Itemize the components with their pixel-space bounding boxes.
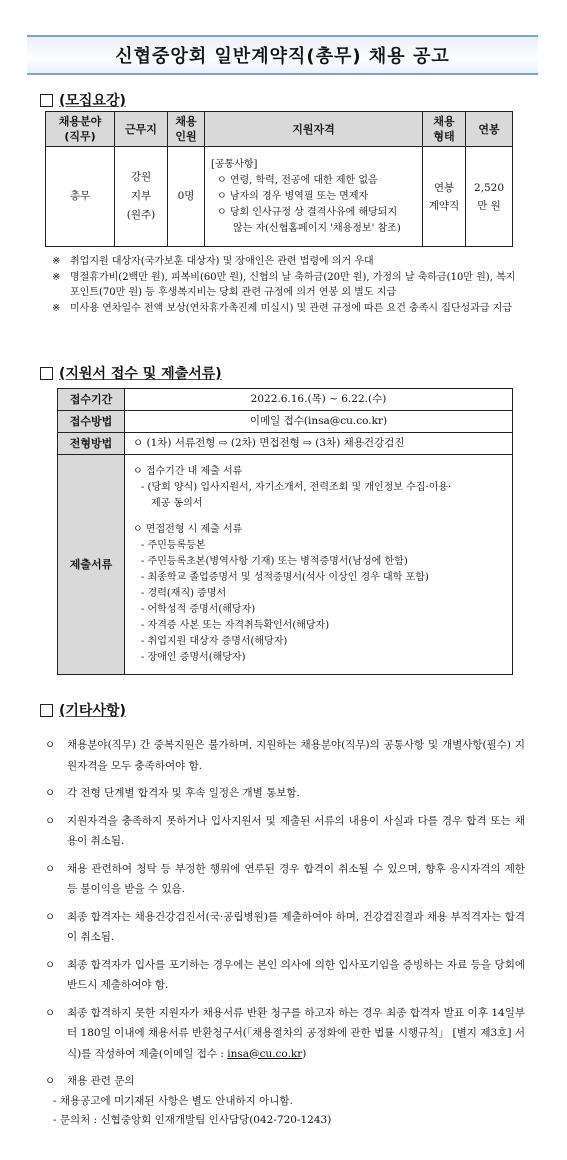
etc-item: ㅇ 최종 합격자는 채용건강검진서(국·공립병원)를 제출하여야 하며, 건강검진결과 채용 부적격자는 합격이 취소됨.	[45, 910, 525, 943]
docs-b-line: - 경력(재직) 증명서	[141, 587, 227, 599]
notes-list	[52, 254, 522, 317]
note-item: ※ 취업지원 대상자(국가보훈 대상자) 및 장애인은 관련 법령에 의거 우대	[52, 256, 374, 267]
checkbox-icon	[40, 367, 53, 380]
docs-a-line: - (당회 양식) 입사지원서, 자기소개서, 전력조회 및 개인정보 수집·이용·	[141, 481, 452, 493]
period-label: 접수기간	[58, 389, 125, 411]
section-etc-label: (기타사항)	[59, 703, 126, 719]
email-link[interactable]: insa@cu.co.kr	[227, 1047, 303, 1060]
section-apply-label: (지원서 접수 및 제출서류)	[59, 366, 222, 382]
docs-b-line: - 어학성적 증명서(해당자)	[141, 603, 256, 615]
header-count: 채용 인원	[168, 112, 205, 147]
section-etc	[40, 700, 126, 720]
docs-b-line: - 최종학교 졸업증명서 및 성적증명서(석사 이상인 경우 대학 포함)	[141, 571, 429, 583]
header-field: 채용분야 (직무)	[46, 112, 115, 147]
etc-item: ㅇ 채용분야(직무) 간 중복지원은 불가하며, 지원하는 채용분야(직무)의 공통사항 및 개별사항(필수) 지원자격을 모두 충족하여야 함.	[45, 739, 525, 772]
docs-b-line: - 장애인 증명서(해당자)	[141, 651, 246, 663]
etc-item-contact: ㅇ 채용 관련 문의	[45, 1075, 135, 1087]
apply-table	[57, 388, 513, 675]
process-value: ㅇ (1차) 서류전형 ⇨ (2차) 면접전형 ⇨ (3차) 채용건강검진	[125, 433, 513, 455]
etc-item: ㅇ 지원자격을 충족하지 못하거나 입사지원서 및 제출된 서류의 내용이 사실과 다를 경우 합격 또는 채용이 취소됨.	[45, 814, 525, 847]
docs-label: 제출서류	[58, 455, 125, 675]
contact-line: - 문의처 : 신협중앙회 인재개발팀 인사담당(042-720-1243)	[53, 1113, 332, 1126]
qual-title: [공통사항]	[211, 158, 258, 170]
page-title: 신협중앙회 일반계약직(총무) 채용 공고	[115, 46, 450, 67]
cell-type: 연봉 계약직	[423, 147, 466, 247]
section-recruit-label: (모집요강)	[59, 93, 126, 109]
cell-qualification	[205, 147, 423, 247]
cell-count: 0명	[168, 147, 205, 247]
etc-list	[45, 735, 525, 1130]
method-label: 접수방법	[58, 411, 125, 433]
process-label: 전형방법	[58, 433, 125, 455]
section-apply	[40, 363, 222, 383]
section-recruit	[40, 90, 126, 110]
header-salary: 연봉	[466, 112, 513, 147]
header-location: 근무지	[115, 112, 168, 147]
period-value: 2022.6.16.(목) ~ 6.22.(수)	[125, 389, 513, 411]
docs-a-title: ㅇ 접수기간 내 제출 서류	[133, 465, 243, 477]
docs-b-line: - 취업지원 대상자 증명서(해당자)	[141, 635, 288, 647]
cell-salary: 2,520 만 원	[466, 147, 513, 247]
header-qualification: 지원자격	[205, 112, 423, 147]
docs-b-line: - 주민등록초본(병역사항 기재) 또는 병적증명서(남성에 한함)	[141, 555, 408, 567]
etc-item: ㅇ 최종 합격하지 못한 지원자가 채용서류 반환 청구를 하고자 하는 경우 최종 합격자 발표 이후 14일부터 180일 이내에 채용서류 반환청구서(「채용절차의 공정화에 관한 법률 시행규칙」 [별지 제3호] 서식)를 작성하여 제출(이메일 접수 : insa@cu.co.kr)	[45, 1006, 525, 1060]
cell-field: 총무	[46, 147, 115, 247]
etc-item: ㅇ 각 전형 단계별 합격자 및 후속 일정은 개별 통보함.	[45, 787, 300, 799]
cell-location: 강원 지부 (원주)	[115, 147, 168, 247]
qual-item: 않는 자(신협홈페이지 '채용정보' 참조)	[233, 222, 401, 234]
docs-b-line: - 자격증 사본 또는 자격취득확인서(해당자)	[141, 619, 330, 631]
docs-b-line: - 주민등록등본	[141, 539, 206, 551]
etc-item: ㅇ 최종 합격자가 입사를 포기하는 경우에는 본인 의사에 의한 입사포기임을 증빙하는 자료 등을 당회에 반드시 제출하여야 함.	[45, 958, 525, 991]
docs-a-line: 제공 동의서	[151, 497, 203, 509]
qual-item: ㅇ 당회 인사규정 상 결격사유에 해당되지	[217, 206, 398, 218]
recruit-table	[45, 111, 513, 247]
contact-line: - 채용공고에 미기재된 사항은 별도 안내하지 아니함.	[53, 1094, 293, 1107]
qual-item: ㅇ 연령, 학력, 전공에 대한 제한 없음	[217, 174, 378, 186]
note-item: ※ 명절휴가비(2백만 원), 피복비(60만 원), 신협의 날 축하금(20만 원), 가정의 날 축하금(10만 원), 복지포인트(70만 원) 등 후생복지비는 당회 관련 규정에 의거 연봉 외 별도 지급	[52, 272, 516, 298]
etc-item: ㅇ 채용 관련하여 청탁 등 부정한 행위에 연루된 경우 합격이 취소될 수 있으며, 향후 응시자격의 제한 등 불이익을 받을 수 있음.	[45, 862, 525, 895]
note-item: ※ 미사용 연차일수 전액 보상(연차휴가촉진제 미실시) 및 관련 규정에 따른 요건 충족시 집단성과급 지급	[52, 303, 513, 314]
checkbox-icon	[40, 704, 53, 717]
checkbox-icon	[40, 94, 53, 107]
docs-value	[125, 455, 513, 675]
title-banner	[27, 35, 538, 75]
qual-item: ㅇ 남자의 경우 병역필 또는 면제자	[217, 190, 369, 202]
docs-b-title: ㅇ 면접전형 시 제출 서류	[133, 523, 243, 535]
header-type: 채용 형태	[423, 112, 466, 147]
method-value: 이메일 접수(insa@cu.co.kr)	[125, 411, 513, 433]
